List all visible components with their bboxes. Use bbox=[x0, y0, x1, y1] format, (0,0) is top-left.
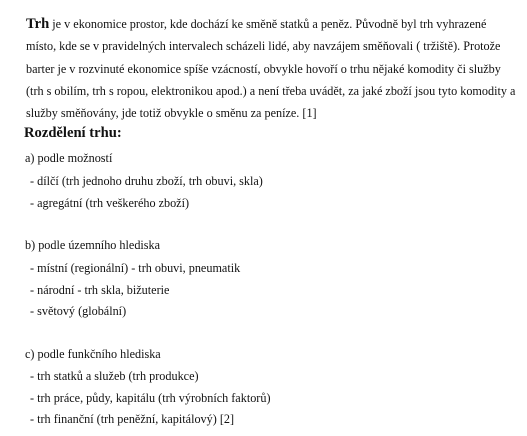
intro-line-3: barter je v rozvinuté ekonomice spíše vzácností, obvykle hovoří o trhu nějaké komodity či služby bbox=[26, 61, 501, 76]
section-b-item-1: - místní (regionální) - trh obuvi, pneumatik bbox=[30, 261, 241, 275]
section-c-item-1: - trh statků a služeb (trh produkce) bbox=[30, 369, 199, 383]
intro-line-1 bbox=[26, 13, 522, 35]
section-c-item-3: - trh finanční (trh peněžní, kapitálový) [2] bbox=[30, 412, 235, 426]
intro-line-5: služby směňovány, jde totiž obvykle o směnu za peníze. [1] bbox=[26, 106, 317, 121]
section-b-item-3: - světový (globální) bbox=[30, 304, 127, 318]
intro-line-4: (trh s obilím, trh s ropou, elektronikou apod.) a není třeba uvádět, za jaké zboží jsou tyto komodity a bbox=[26, 83, 516, 98]
intro-paragraph bbox=[26, 13, 522, 124]
section-heading: Rozdělení trhu: bbox=[24, 125, 122, 141]
section-b-item-2: - národní - trh skla, bižuterie bbox=[30, 283, 170, 297]
intro-line-1-text: je v ekonomice prostor, kde dochází ke směně statků a peněz. Původně byl trh vyhrazené bbox=[49, 17, 487, 31]
section-c-item-2: - trh práce, půdy, kapitálu (trh výrobních faktorů) bbox=[30, 391, 271, 405]
section-a-item-2: - agregátní (trh veškerého zboží) bbox=[30, 196, 190, 210]
section-a-item-1: - dílčí (trh jednoho druhu zboží, trh obuvi, skla) bbox=[30, 174, 263, 188]
section-b-title: b) podle územního hlediska bbox=[25, 238, 161, 252]
term-trh: Trh bbox=[26, 16, 50, 32]
section-c-title: c) podle funkčního hlediska bbox=[25, 347, 161, 361]
section-a-title: a) podle možností bbox=[25, 151, 113, 165]
intro-line-2: místo, kde se v pravidelných intervalech scházeli lidé, aby navzájem směňovali ( tržiště). Protože bbox=[26, 39, 501, 54]
